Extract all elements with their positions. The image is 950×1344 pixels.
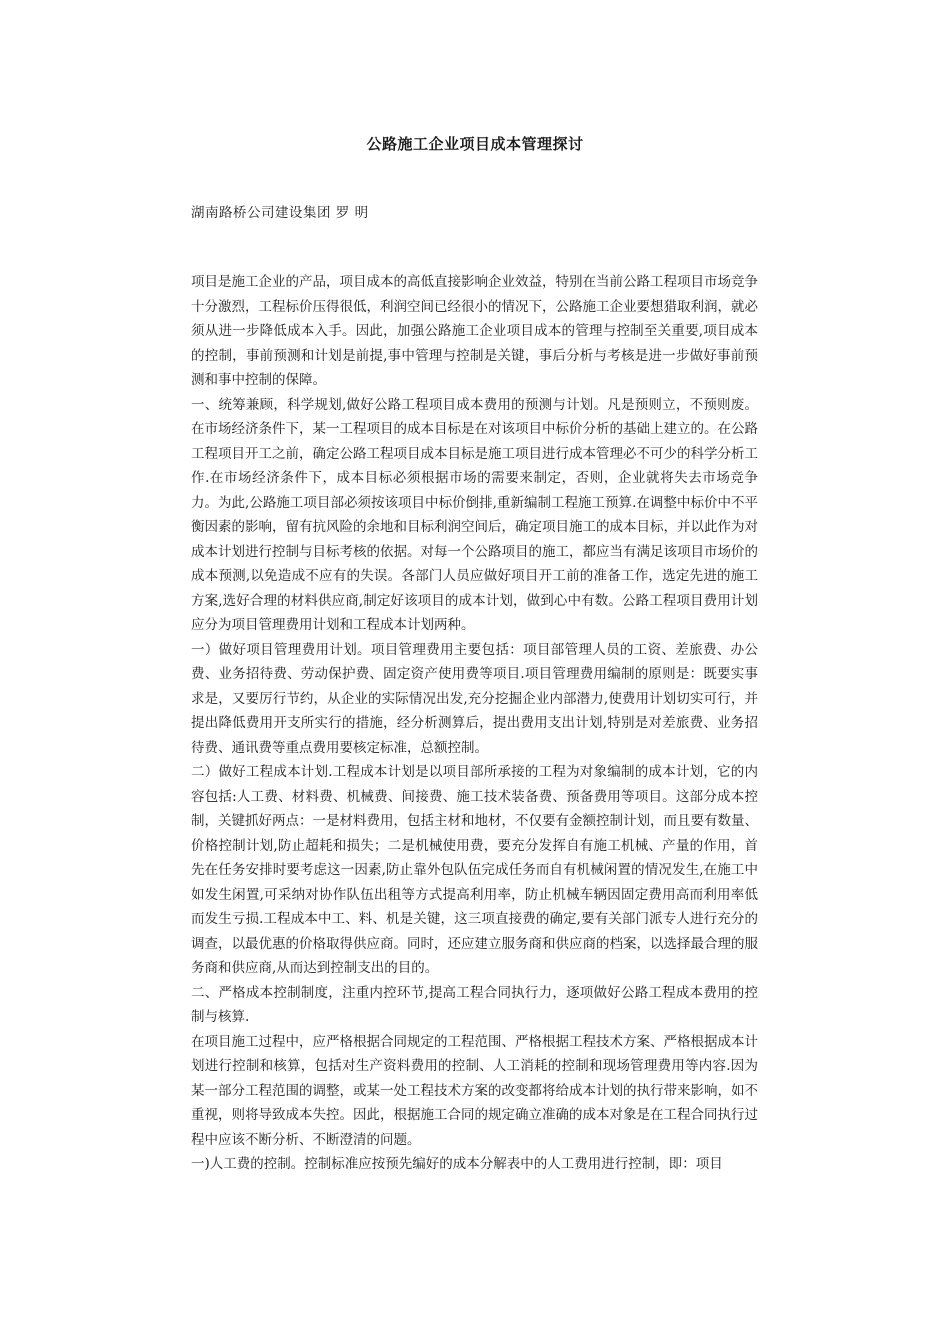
paragraph-section-2-1: 一)人工费的控制。控制标准应按预先编好的成本分解表中的人工费用进行控制，即：项目	[191, 1156, 723, 1172]
paragraph-section-2: 二、严格成本控制制度，注重内控环节,提高工程合同执行力，逐项做好公路工程成本费用的控制与核算.	[191, 984, 758, 1025]
paragraph-section-2-body: 在项目施工过程中，应严格根据合同规定的工程范围、严格根据工程技术方案、严格根据成本计划进行控制和核算，包括对生产资料费用的控制、人工消耗的控制和现场管理费用等内容.因为某一部分工程范围的调整，或某一处工程技术方案的改变都将给成本计划的执行带来影响，如不重视，则将导致成本失控。因此，根据施工合同的规定确立准确的成本对象是在工程合同执行过程中应该不断分析、不断澄清的问题。	[191, 1033, 758, 1148]
document-body	[191, 270, 758, 1177]
document-title: 公路施工企业项目成本管理探讨	[366, 135, 584, 153]
paragraph-section-1: 一、统筹兼顾，科学规划,做好公路工程项目成本费用的预测与计划。凡是预则立，不预则废。在市场经济条件下，某一工程项目的成本目标是在对该项目中标价分析的基础上建立的。在公路工程项目开工之前，确定公路工程项目成本目标是施工项目进行成本管理必不可少的科学分析工作.在市场经济条件下，成本目标必须根据市场的需要来制定，否则，企业就将失去市场竞争力。为此,公路施工项目部必须按该项目中标价倒排,重新编制工程施工预算.在调整中标价中不平衡因素的影响，留有抗风险的余地和目标利润空间后，确定项目施工的成本目标，并以此作为对成本计划进行控制与目标考核的依据。对每一个公路项目的施工，都应当有满足该项目市场价的成本预测,以免造成不应有的失误。各部门人员应做好项目开工前的准备工作，选定先进的施工方案,选好合理的材料供应商,制定好该项目的成本计划，做到心中有数。公路工程项目费用计划应分为项目管理费用计划和工程成本计划两种。	[191, 396, 758, 633]
document-author: 湖南路桥公司建设集团 罗 明	[191, 205, 369, 221]
paragraph-intro: 项目是施工企业的产品，项目成本的高低直接影响企业效益，特别在当前公路工程项目市场竞争十分激烈，工程标价压得很低，利润空间已经很小的情况下，公路施工企业要想猎取利润，就必须从进一步降低成本入手。因此，加强公路施工企业项目成本的管理与控制至关重要,项目成本的控制，事前预测和计划是前提,事中管理与控制是关键，事后分析与考核是进一步做好事前预测和事中控制的保障。	[191, 274, 758, 388]
paragraph-section-1-1: 一）做好项目管理费用计划。项目管理费用主要包括：项目部管理人员的工资、差旅费、办公费、业务招待费、劳动保护费、固定资产使用费等项目.项目管理费用编制的原则是：既要实事求是，又要厉行节约，从企业的实际情况出发,充分挖掘企业内部潜力,使费用计划切实可行，并提出降低费用开支所实行的措施，经分析测算后，提出费用支出计划,特别是对差旅费、业务招待费、通讯费等重点费用要核定标准，总额控制。	[191, 641, 758, 756]
paragraph-section-1-2: 二）做好工程成本计划.工程成本计划是以项目部所承接的工程为对象编制的成本计划，它的内容包括:人工费、材料费、机械费、间接费、施工技术装备费、预备费用等项目。这部分成本控制，关键抓好两点：一是材料费用，包括主材和地材，不仅要有金额控制计划，而且要有数量、价格控制计划,防止超耗和损失；二是机械使用费，要充分发挥自有施工机械、产量的作用，首先在任务安排时要考虑这一因素,防止靠外包队伍完成任务而自有机械闲置的情况发生,在施工中如发生闲置,可采纳对协作队伍出租等方式提高利用率，防止机械车辆因固定费用高而利用率低而发生亏损.工程成本中工、料、机是关键，这三项直接费的确定,要有关部门派专人进行充分的调查，以最优惠的价格取得供应商。同时，还应建立服务商和供应商的档案，以选择最合理的服务商和供应商,从而达到控制支出的目的。	[191, 764, 758, 976]
